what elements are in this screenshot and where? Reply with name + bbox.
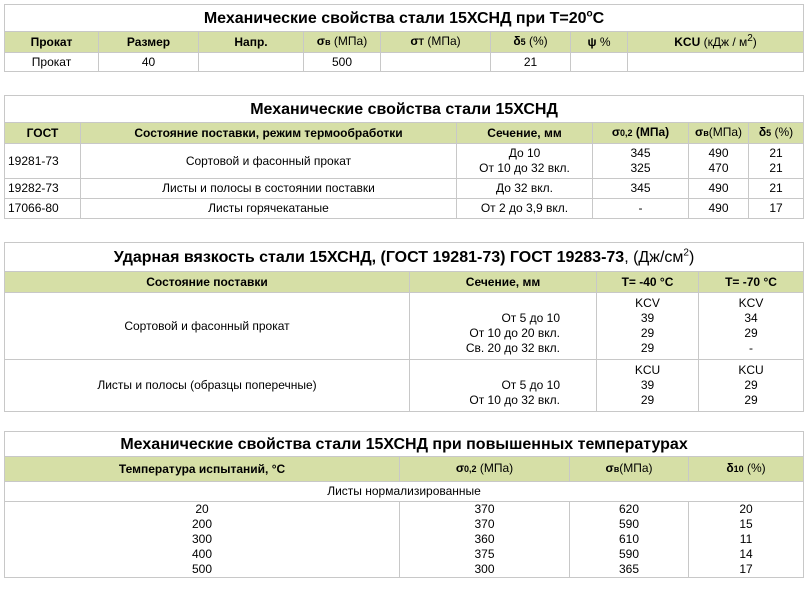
col-header-section: Сечение, мм [457, 123, 593, 144]
cell-state: Листы и полосы в состоянии поставки [81, 179, 457, 199]
table-title: Механические свойства стали 15ХСНД при повышенных температурах [5, 432, 804, 457]
table-title: Механические свойства стали 15ХСНД при $Т=20^оС$ [5, 5, 804, 32]
col-header-delta5: δ5 (%) [491, 32, 571, 53]
cell-psi [571, 53, 628, 72]
cell-temp: 20 200 300 400 500 [5, 502, 400, 578]
cell-t40: KCU 39 29 [597, 360, 699, 412]
table-title: Ударная вязкость стали 15ХСНД, (ГОСТ 19281-73) ГОСТ 19283-73, $(Дж/см^2)$ [5, 243, 804, 272]
table-row [5, 53, 804, 72]
table-row [5, 293, 804, 360]
cell-gost: 19281-73 [5, 144, 81, 179]
cell-state: Сортовой и фасонный прокат [5, 293, 410, 360]
cell-kcu [628, 53, 804, 72]
cell-razmer: 40 [99, 53, 199, 72]
group-label: Листы нормализированные [5, 482, 804, 502]
col-header-d5: δ5 (%) [749, 123, 804, 144]
cell-d5: 21 21 [749, 144, 804, 179]
cell-gost: 17066-80 [5, 199, 81, 219]
cell-state: Листы горячекатаные [81, 199, 457, 219]
table-mech-props-20c [4, 4, 804, 72]
cell-section: До 32 вкл. [457, 179, 593, 199]
col-header-state: Состояние поставки, режим термообработки [81, 123, 457, 144]
cell-prokat: Прокат [5, 53, 99, 72]
table-row [5, 144, 804, 179]
cell-s02: 345 325 [593, 144, 689, 179]
table-impact-toughness [4, 242, 804, 412]
cell-state: Сортовой и фасонный прокат [81, 144, 457, 179]
col-header-sigma-t: σT (МПа) [381, 32, 491, 53]
col-header-d10: δ10 (%) [689, 457, 804, 482]
col-header-gost: ГОСТ [5, 123, 81, 144]
col-header-sb: σв(МПа) [689, 123, 749, 144]
table-row [5, 179, 804, 199]
cell-sb: 620 590 610 590 365 [570, 502, 689, 578]
cell-d5: 21 [749, 179, 804, 199]
col-header-psi: ψ % [571, 32, 628, 53]
table-title: Механические свойства стали 15ХСНД [5, 96, 804, 123]
cell-sigma-b: 500 [304, 53, 381, 72]
cell-sigma-t [381, 53, 491, 72]
table-row [5, 199, 804, 219]
col-header-t40: T= -40 °С [597, 272, 699, 293]
cell-d5: 17 [749, 199, 804, 219]
col-header-napr: Напр. [199, 32, 304, 53]
col-header-razmer: Размер [99, 32, 199, 53]
cell-s02: - [593, 199, 689, 219]
col-header-s02: σ0,2 (МПа) [400, 457, 570, 482]
cell-d10: 20 15 11 14 17 [689, 502, 804, 578]
cell-section: От 5 до 10 От 10 до 20 вкл. Св. 20 до 32 вкл. [410, 293, 597, 360]
cell-sb: 490 [689, 179, 749, 199]
cell-s02: 345 [593, 179, 689, 199]
col-header-temp: Температура испытаний, °С [5, 457, 400, 482]
table-mech-props [4, 95, 804, 219]
cell-napr [199, 53, 304, 72]
cell-gost: 19282-73 [5, 179, 81, 199]
cell-section: От 5 до 10 От 10 до 32 вкл. [410, 360, 597, 412]
cell-t70: KCV 34 29 - [699, 293, 804, 360]
col-header-sb: σв(МПа) [570, 457, 689, 482]
cell-state: Листы и полосы (образцы поперечные) [5, 360, 410, 412]
col-header-sigma-b: σв (МПа) [304, 32, 381, 53]
cell-t70: KCU 29 29 [699, 360, 804, 412]
col-header-state: Состояние поставки [5, 272, 410, 293]
cell-section: До 10 От 10 до 32 вкл. [457, 144, 593, 179]
col-header-section: Сечение, мм [410, 272, 597, 293]
cell-sb: 490 [689, 199, 749, 219]
table-high-temp-props [4, 431, 804, 578]
cell-sb: 490 470 [689, 144, 749, 179]
col-header-s02: σ0,2 (МПа) [593, 123, 689, 144]
cell-delta5: 21 [491, 53, 571, 72]
col-header-prokat: Прокат [5, 32, 99, 53]
cell-section: От 2 до 3,9 вкл. [457, 199, 593, 219]
col-header-t70: T= -70 °С [699, 272, 804, 293]
cell-s02: 370 370 360 375 300 [400, 502, 570, 578]
cell-t40: KCV 39 29 29 [597, 293, 699, 360]
table-row [5, 360, 804, 412]
table-row [5, 502, 804, 578]
col-header-kcu: KCU $(кДж / м^2)$ [628, 32, 804, 53]
